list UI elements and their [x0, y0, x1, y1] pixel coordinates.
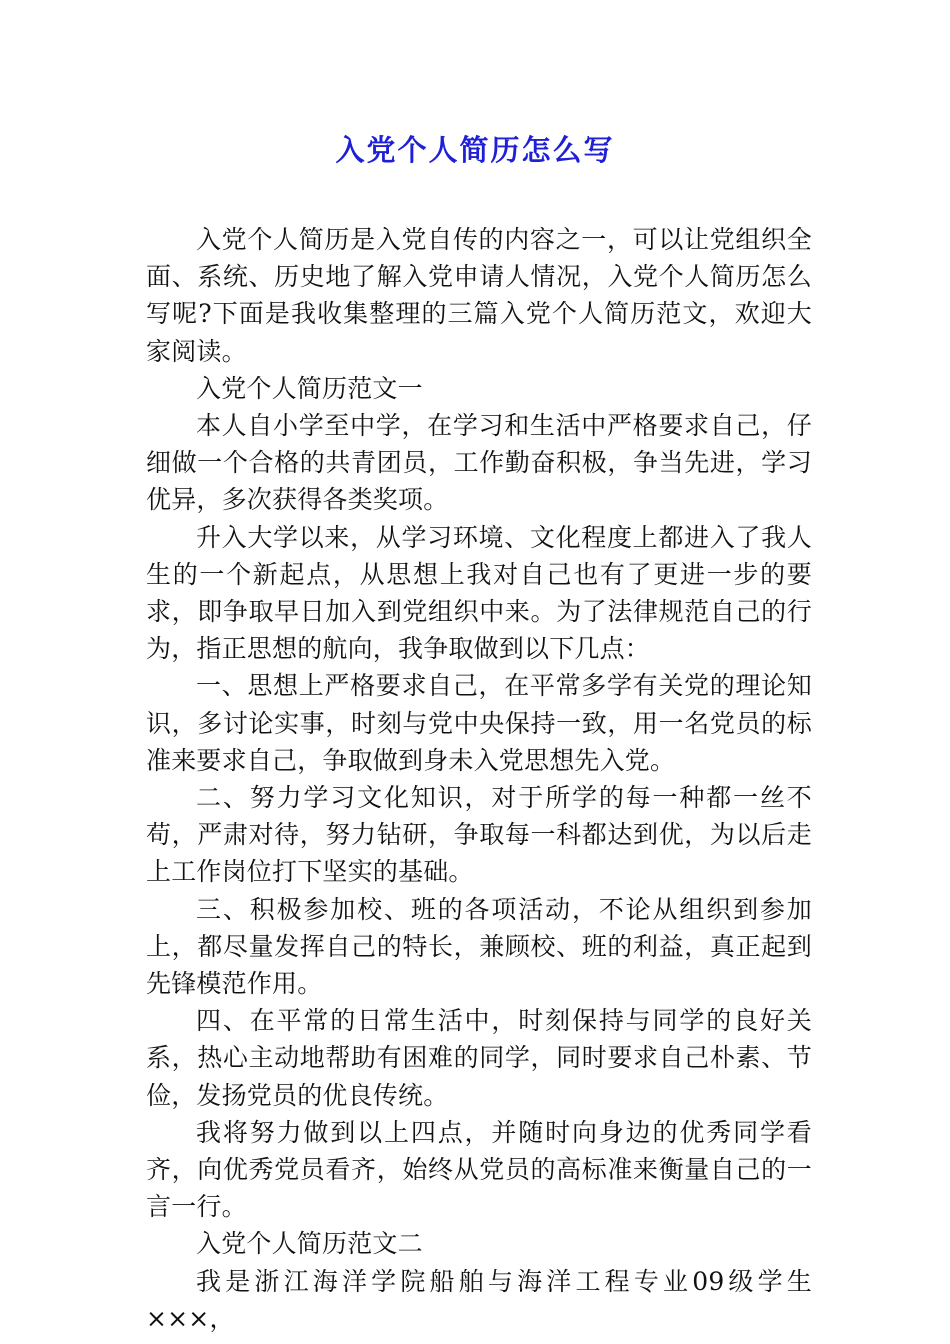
paragraph-point-four: 四、在平常的日常生活中，时刻保持与同学的良好关系，热心主动地帮助有困难的同学，同时要求自己朴素、节俭，发扬党员的优良传统。	[146, 1006, 812, 1110]
section-heading-sample-one: 入党个人简历范文一	[196, 373, 423, 403]
paragraph: 本人自小学至中学，在学习和生活中严格要求自己，仔细做一个合格的共青团员，工作勤奋积极，争当先进，学习优异，多次获得各类奖项。	[146, 411, 812, 515]
document-body	[146, 221, 812, 1337]
paragraph-point-three: 三、积极参加校、班的各项活动，不论从组织到参加上，都尽量发挥自己的特长，兼顾校、班的利益，真正起到先锋模范作用。	[146, 894, 812, 999]
paragraph: 我是浙江海洋学院船舶与海洋工程专业09级学生×××，	[146, 1266, 812, 1333]
document-title: 入党个人简历怎么写	[335, 133, 615, 167]
paragraph-point-one: 一、思想上严格要求自己，在平常多学有关党的理论知识，多讨论实事，时刻与党中央保持一致，用一名党员的标准来要求自己，争取做到身未入党思想先入党。	[146, 671, 812, 775]
paragraph-intro: 入党个人简历是入党自传的内容之一，可以让党组织全面、系统、历史地了解入党申请人情况，入党个人简历怎么写呢?下面是我收集整理的三篇入党个人简历范文，欢迎大家阅读。	[146, 225, 812, 366]
paragraph-point-two: 二、努力学习文化知识，对于所学的每一种都一丝不苟，严肃对待，努力钻研，争取每一科都达到优，为以后走上工作岗位打下坚实的基础。	[146, 783, 812, 887]
paragraph: 升入大学以来，从学习环境、文化程度上都进入了我人生的一个新起点，从思想上我对自己也有了更进一步的要求，即争取早日加入到党组织中来。为了法律规范自己的行为，指正思想的航向，我争取做到以下几点：	[146, 522, 812, 664]
paragraph: 我将努力做到以上四点，并随时向身边的优秀同学看齐，向优秀党员看齐，始终从党员的高标准来衡量自己的一言一行。	[146, 1117, 812, 1222]
section-heading-sample-two: 入党个人简历范文二	[196, 1229, 423, 1259]
